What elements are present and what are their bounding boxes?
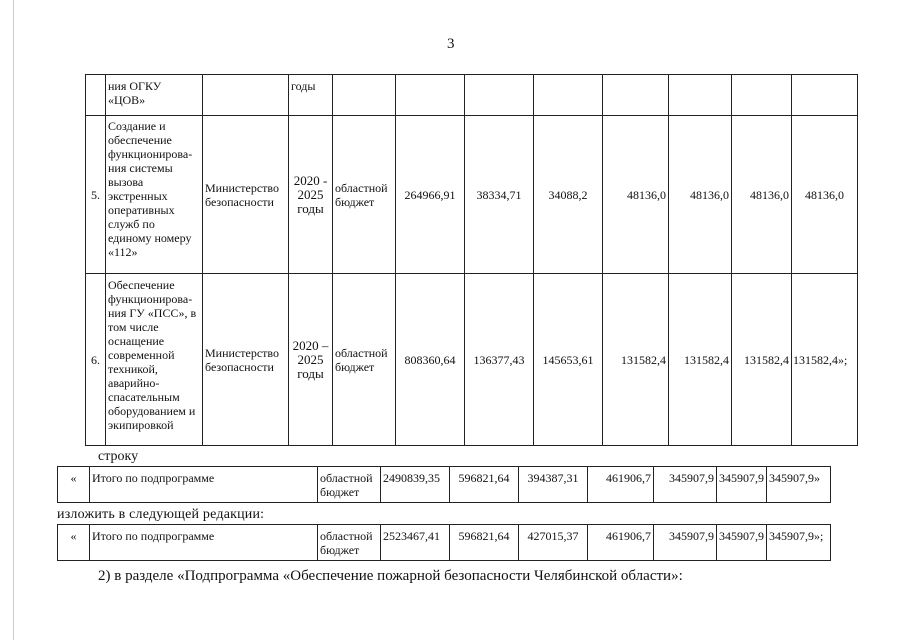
quote-mark: « [58,467,90,503]
measure-name: ния ОГКУ «ЦОВ» [106,75,203,116]
instruction-text: изложить в следующей редакции: [57,507,265,522]
value-cell: 131582,4 [669,274,732,446]
measure-name: Обеспечение функционирова-ния ГУ «ПСС», в том числе оснащение современной техникой, аварийно-спасательным оборудованием и экипировкой [106,274,203,446]
value-cell: 461906,7 [588,467,654,503]
total-row-old [57,466,831,503]
value-cell: 461906,7 [588,525,654,561]
value-cell: 345907,9 [654,525,717,561]
funding-source [333,75,396,116]
value-cell: 264966,91 [396,116,465,274]
funding-source: областной бюджет [333,116,396,274]
funding-source: областной бюджет [318,525,381,561]
value-cell: 131582,4 [732,274,792,446]
value-cell: 38334,71 [465,116,534,274]
value-cell: 808360,64 [396,274,465,446]
executor [203,75,289,116]
value-cell: 596821,64 [450,525,519,561]
value-cell: 131582,4 [603,274,669,446]
row-number: 5. [86,116,106,274]
funding-source: областной бюджет [333,274,396,446]
value-cell [792,75,858,116]
program-table [85,74,858,446]
page-number: 3 [447,36,455,52]
scan-edge-line [13,0,14,640]
row-number: 6. [86,274,106,446]
value-cell: 345907,9 [654,467,717,503]
value-cell: 345907,9» [767,467,831,503]
value-cell: 2490839,35 [381,467,450,503]
value-cell: 345907,9 [717,467,767,503]
total-row-new [57,524,831,561]
value-cell: 48136,0 [669,116,732,274]
value-cell: 596821,64 [450,467,519,503]
measure-name: Создание и обеспечение функционирова-ния системы вызова экстренных оперативных служб по единому номеру «112» [106,116,203,274]
period: 2020 - 2025 годы [289,116,333,274]
value-cell: 34088,2 [534,116,603,274]
table-row [86,274,858,446]
value-cell [732,75,792,116]
quote-mark: « [58,525,90,561]
row-number [86,75,106,116]
value-cell: 2523467,41 [381,525,450,561]
value-cell: 48136,0 [603,116,669,274]
value-cell: 345907,9»; [767,525,831,561]
table-row [86,116,858,274]
value-cell: 136377,43 [465,274,534,446]
value-cell: 48136,0 [792,116,858,274]
value-cell [396,75,465,116]
value-cell: 131582,4»; [792,274,858,446]
period: годы [289,75,333,116]
executor: Министерство безопасности [203,116,289,274]
value-cell [465,75,534,116]
value-cell [534,75,603,116]
value-cell: 427015,37 [519,525,588,561]
total-label: Итого по подпрограмме [90,525,318,561]
table-row [58,467,831,503]
instruction-text: строку [98,449,139,464]
period: 2020 – 2025 годы [289,274,333,446]
total-label: Итого по подпрограмме [90,467,318,503]
section-paragraph: 2) в разделе «Подпрограмма «Обеспечение пожарной безопасности Челябинской области»: [98,568,683,584]
table-row [58,525,831,561]
value-cell: 394387,31 [519,467,588,503]
funding-source: областной бюджет [318,467,381,503]
value-cell [669,75,732,116]
executor: Министерство безопасности [203,274,289,446]
value-cell: 48136,0 [732,116,792,274]
value-cell [603,75,669,116]
value-cell: 345907,9 [717,525,767,561]
table-row [86,75,858,116]
value-cell: 145653,61 [534,274,603,446]
